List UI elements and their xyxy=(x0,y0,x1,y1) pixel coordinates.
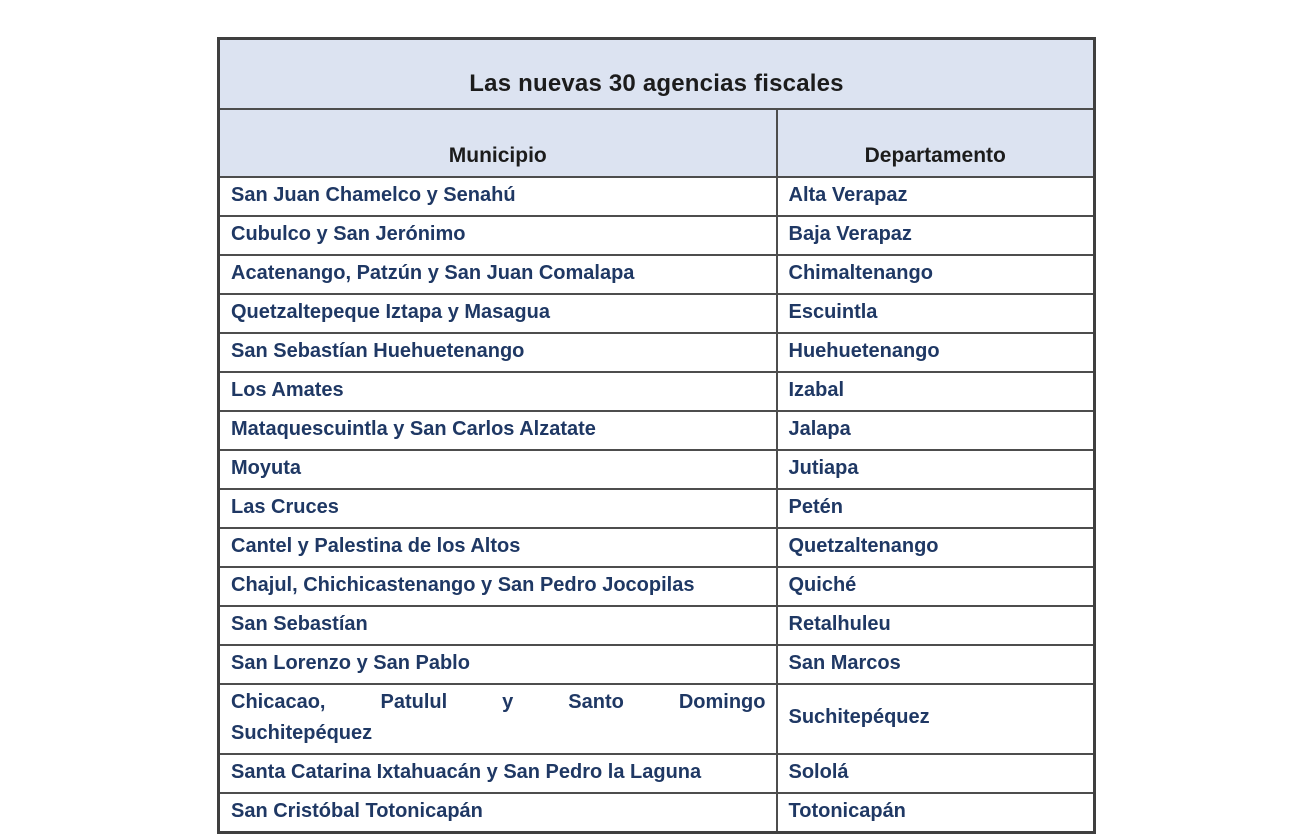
municipio-cell: Moyuta xyxy=(219,450,777,489)
municipio-cell: San Lorenzo y San Pablo xyxy=(219,645,777,684)
municipio-cell: Mataquescuintla y San Carlos Alzatate xyxy=(219,411,777,450)
departamento-cell: Chimaltenango xyxy=(777,255,1095,294)
municipio-cell: Los Amates xyxy=(219,372,777,411)
table-row xyxy=(219,294,1095,333)
departamento-cell: Totonicapán xyxy=(777,793,1095,833)
column-header-municipio: Municipio xyxy=(219,109,777,177)
departamento-cell: Jutiapa xyxy=(777,450,1095,489)
municipio-cell: Chajul, Chichicastenango y San Pedro Jocopilas xyxy=(219,567,777,606)
departamento-cell: Izabal xyxy=(777,372,1095,411)
table-row xyxy=(219,411,1095,450)
municipio-cell: San Sebastían xyxy=(219,606,777,645)
title-row xyxy=(219,39,1095,109)
departamento-cell: Sololá xyxy=(777,754,1095,793)
departamento-cell: Baja Verapaz xyxy=(777,216,1095,255)
table-row xyxy=(219,450,1095,489)
fiscal-agencies-table-container xyxy=(217,37,1093,834)
departamento-cell: Escuintla xyxy=(777,294,1095,333)
municipio-cell: Cantel y Palestina de los Altos xyxy=(219,528,777,567)
table-row xyxy=(219,255,1095,294)
municipio-cell: Cubulco y San Jerónimo xyxy=(219,216,777,255)
municipio-cell: Las Cruces xyxy=(219,489,777,528)
table-row xyxy=(219,489,1095,528)
municipio-cell: San Sebastían Huehuetenango xyxy=(219,333,777,372)
municipio-cell: Chicacao, Patulul y Santo Domingo Suchitepéquez xyxy=(219,684,777,754)
departamento-cell: Jalapa xyxy=(777,411,1095,450)
table-row xyxy=(219,333,1095,372)
municipio-cell: Santa Catarina Ixtahuacán y San Pedro la Laguna xyxy=(219,754,777,793)
municipio-cell: Quetzaltepeque Iztapa y Masagua xyxy=(219,294,777,333)
table-title: Las nuevas 30 agencias fiscales xyxy=(219,39,1095,109)
departamento-cell: Quiché xyxy=(777,567,1095,606)
table-row xyxy=(219,372,1095,411)
municipio-cell: San Juan Chamelco y Senahú xyxy=(219,177,777,216)
departamento-cell: San Marcos xyxy=(777,645,1095,684)
table-row xyxy=(219,606,1095,645)
departamento-cell: Petén xyxy=(777,489,1095,528)
departamento-cell: Retalhuleu xyxy=(777,606,1095,645)
table-row xyxy=(219,528,1095,567)
table-row xyxy=(219,216,1095,255)
municipio-cell: San Cristóbal Totonicapán xyxy=(219,793,777,833)
departamento-cell: Huehuetenango xyxy=(777,333,1095,372)
municipio-cell: Acatenango, Patzún y San Juan Comalapa xyxy=(219,255,777,294)
table-row xyxy=(219,567,1095,606)
column-header-row xyxy=(219,109,1095,177)
departamento-cell: Suchitepéquez xyxy=(777,684,1095,754)
fiscal-agencies-table xyxy=(217,37,1096,834)
table-body xyxy=(219,177,1095,833)
table-row xyxy=(219,177,1095,216)
table-row xyxy=(219,754,1095,793)
departamento-cell: Alta Verapaz xyxy=(777,177,1095,216)
table-row xyxy=(219,793,1095,833)
departamento-cell: Quetzaltenango xyxy=(777,528,1095,567)
table-row xyxy=(219,645,1095,684)
table-row xyxy=(219,684,1095,754)
column-header-departamento: Departamento xyxy=(777,109,1095,177)
